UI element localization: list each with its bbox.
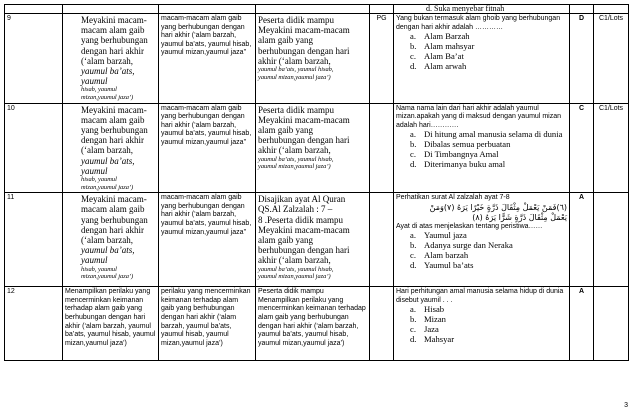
cognitive-level — [594, 193, 629, 287]
indikator-soal: Disajikan ayat Al Quran QS.Al Zalzalah : 7 – 8 .Peserta didik mampu Meyakini macam-macam alam gaib yang berhubungan dengan hari akhir (‘alam barzah, yaumul ba’ats, yaumul hisab, yaumul mizan,yaumul jaza’) — [256, 193, 370, 287]
question-text: Nama nama lain dari hari akhir adalah yaumul mizan.apakah yang di maksud dengan yaumul mizan adalah hari………… — [396, 104, 561, 129]
materi: macam-macam alam gaib yang berhubungan dengan hari akhir (‘alam barzah, yaumul ba’ats, yaumul hisab, yaumul mizan,yaumul jaza’’ — [159, 14, 256, 104]
question-text: Perhatikan surat Al zalzalah ayat 7-8 — [396, 194, 510, 202]
indikator-soal: Peserta didik mampu Meyakini macam-macam alam gaib yang berhubungan dengan hari akhir (‘alam barzah, yaumul ba’ats, yaumul hisab, yaumul mizan,yaumul jaza’) — [256, 103, 370, 193]
option-a: a. Di hitung amal manusia selama di dunia — [410, 129, 563, 140]
question-text: Hari perhitungan amal manusia selama hidup di dunia disebut yaumil . . . — [396, 288, 564, 304]
page-number: 3 — [624, 402, 628, 409]
option-c: c. Alam Ba’at — [410, 50, 464, 61]
soal — [394, 287, 570, 361]
option-c: c. Jaza — [410, 324, 439, 334]
indikator-kompetensi: Meyakini macam- macam alam gaib yang berhubungan dengan hari akhir (‘alam barzah, yaumul ba’ats, yaumul hisab, yaumul mizan,yaumul jaza’) — [63, 193, 159, 287]
cognitive-level: C1/Lots — [594, 103, 629, 193]
option-b: b. Mizan — [410, 314, 446, 325]
row-number: 11 — [5, 193, 63, 287]
table-row-9 — [5, 14, 629, 104]
option-d: d. Yaumul ba’ats — [410, 259, 474, 270]
option-c: c. Di Timbangnya Amal — [410, 148, 499, 159]
cognitive-level: C1/Lots — [594, 14, 629, 104]
row-number: 9 — [5, 14, 63, 104]
answer-key: A — [570, 287, 594, 361]
table-row-top — [5, 5, 629, 14]
soal — [394, 103, 570, 193]
option-d: d. Alam arwah — [410, 60, 467, 71]
answer-key: A — [570, 193, 594, 287]
table-row-12 — [5, 287, 629, 361]
bentuk-soal: PG — [370, 14, 394, 104]
answer-key: D — [570, 14, 594, 104]
soal — [394, 193, 570, 287]
bentuk-soal — [370, 193, 394, 287]
option-d-prev: d. Suka menyebar fitnah — [426, 4, 505, 13]
arabic-verse-line-2: يَعْمَلْ مِثْقَالَ ذَرَّةٍ شَرًّا يَرَهُ (٨) — [472, 212, 567, 222]
option-b: b. Adanya surge dan Neraka — [410, 240, 513, 251]
question-text: Yang bukan termasuk alam ghoib yang berhubungan dengan hari akhir adalah ………… — [396, 15, 561, 31]
row-number: 12 — [5, 287, 63, 361]
kisi-kisi-table — [4, 4, 629, 361]
option-d: d. Mahsyar — [410, 333, 455, 344]
indikator-soal: Peserta didik mampu Meyakini macam-macam alam gaib yang berhubungan dengan hari akhir (‘alam barzah, yaumul ba’ats, yaumul hisab, yaumul mizan,yaumul jaza’) — [256, 14, 370, 104]
table-row-10 — [5, 103, 629, 193]
materi: perilaku yang mencerminkan keimanan terhadap alam gaib yang berhubungan dengan hari akhir (‘alam barzah, yaumul ba’ats, yaumul hisab, yaumul mizan,yaumul jaza’) — [159, 287, 256, 361]
cognitive-level — [594, 287, 629, 361]
answer-key: C — [570, 103, 594, 193]
soal — [394, 14, 570, 104]
materi: macam-macam alam gaib yang berhubungan dengan hari akhir (‘alam barzah, yaumul ba’ats, yaumul hisab, yaumul mizan,yaumul jaza’’ — [159, 193, 256, 287]
option-a: a. Hisab — [410, 304, 445, 315]
indikator-kompetensi: Menampilkan perilaku yang mencerminkan keimanan terhadap alam gaib yang berhubungan dengan hari akhir (‘alam barzah, yaumul ba’ats, yaumul hisab, yaumul mizan,yaumul jaza’) — [63, 287, 159, 361]
option-c: c. Alam barzah — [410, 250, 469, 260]
question-text-2: Ayat di atas menjelaskan tentang peristiwa…… — [396, 222, 543, 230]
bentuk-soal — [370, 103, 394, 193]
indikator-kompetensi: Meyakini macam- macam alam gaib yang berhubungan dengan hari akhir (‘alam barzah, yaumul ba’ats, yaumul hisab, yaumul mizan,yaumul jaza’) — [63, 14, 159, 104]
materi: macam-macam alam gaib yang berhubungan dengan hari akhir (‘alam barzah, yaumul ba’ats, yaumul hisab, yaumul mizan,yaumul jaza’’ — [159, 103, 256, 193]
table-row-11 — [5, 193, 629, 287]
option-b: b. Alam mahsyar — [410, 40, 475, 51]
bentuk-soal — [370, 287, 394, 361]
arabic-verse-line-1: (٦)فَمَنْ يَعْمَلْ مِثْقَالَ ذَرَّةٍ خَيْرًا يَرَهُ (٧)وَمَنْ — [429, 202, 567, 212]
row-number: 10 — [5, 103, 63, 193]
indikator-kompetensi: Meyakini macam- macam alam gaib yang berhubungan dengan hari akhir (‘alam barzah, yaumul ba’ats, yaumul hisab, yaumul mizan,yaumul jaza’) — [63, 103, 159, 193]
option-b: b. Dibalas semua perbuatan — [410, 139, 511, 150]
indikator-soal: Peserta didik mampu Menampilkan perilaku yang mencerminkan keimanan terhadap alam gaib yang berhubungan dengan hari akhir (‘alam barzah, yaumul ba’ats, yaumul hisab, yaumul mizan,yaumul jaza’) — [256, 287, 370, 361]
option-a: a. Yaumul jaza — [410, 230, 467, 241]
option-d: d. Diterimanya buku amal — [410, 158, 506, 169]
option-a: a. Alam Barzah — [410, 31, 470, 42]
